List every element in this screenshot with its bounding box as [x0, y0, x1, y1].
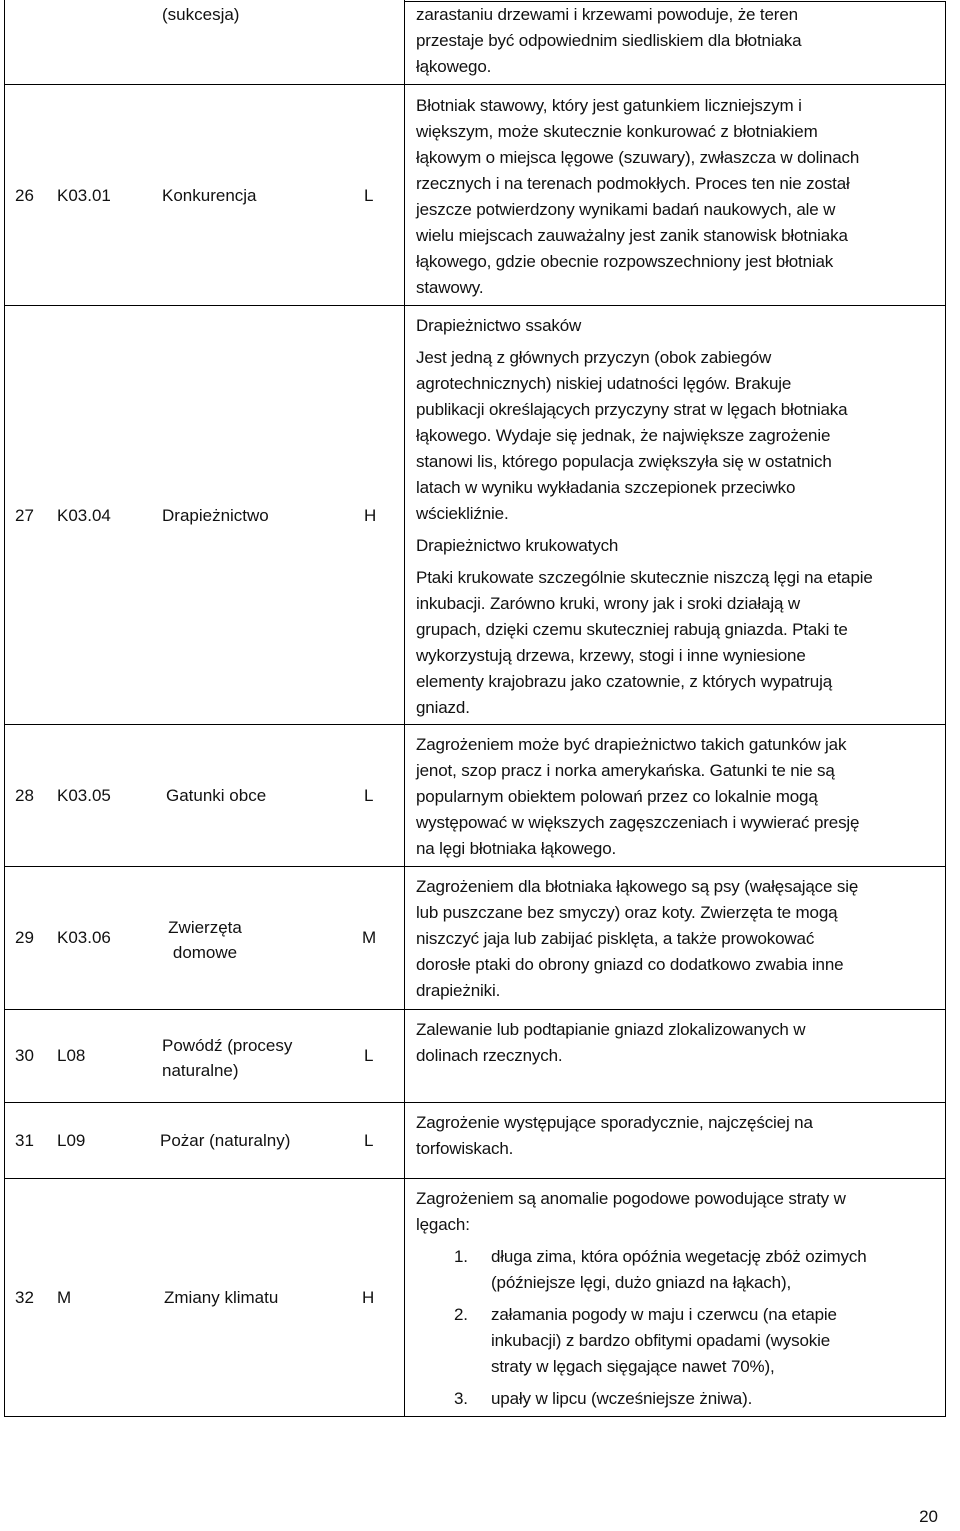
description-subheading: Drapieżnictwo ssaków — [416, 316, 582, 335]
row-number: 31 — [15, 1131, 34, 1150]
description-paragraph: Zagrożeniem może być drapieżnictwo takich gatunków jak jenot, szop pracz i norka amerykańska. Gatunki te nie są popularnym obiektem polowań przez co lokalnie mogą występować w większych zagęszczeniach i wywierać presję na lęgi błotniaka łąkowego. — [416, 735, 860, 858]
list-item-number: 2. — [454, 1305, 468, 1324]
list-item — [416, 1302, 948, 1380]
list-item-text: upały w lipcu (wcześniejsze żniwa). — [491, 1389, 753, 1408]
description-paragraph: Zalewanie lub podtapianie gniazd zlokalizowanych w dolinach rzecznych. — [416, 1020, 806, 1065]
threat-description — [416, 2, 948, 80]
list-item-text: długa zima, która opóźnia wegetację zbóż ozimych (późniejsze lęgi, dużo gniazd na łąkach), — [491, 1247, 867, 1292]
table-border — [4, 0, 5, 1417]
description-paragraph: Ptaki krukowate szczególnie skutecznie niszczą lęgi na etapie inkubacji. Zarówno kruki, wrony jak i sroki działają w grupach, dzięki czemu skuteczniej rabują gniazda. Ptaki te wykorzystują drzewa, krzewy, stogi i inne wyniesione elementy krajobrazu jako czatownie, z których wypatrują gniazd. — [416, 568, 873, 717]
impact-level: M — [362, 928, 377, 947]
list-item — [416, 1244, 948, 1296]
page-number: 20 — [919, 1507, 938, 1526]
row-number: 26 — [15, 186, 34, 205]
list-item-text: załamania pogody w maju i czerwcu (na etapie inkubacji) z bardzo obfitymi opadami (wysokie straty w lęgach sięgające nawet 70%), — [491, 1305, 837, 1376]
impact-level: H — [364, 506, 377, 525]
row-separator — [4, 84, 945, 85]
threat-code: L08 — [57, 1046, 86, 1065]
row-number: 28 — [15, 786, 34, 805]
row-number: 30 — [15, 1046, 34, 1065]
row-separator — [4, 1102, 945, 1103]
row-separator — [4, 866, 945, 867]
impact-level: L — [364, 186, 374, 205]
threat-name: Drapieżnictwo — [162, 506, 269, 525]
row-number: 29 — [15, 928, 34, 947]
threat-description — [416, 732, 948, 862]
threat-name: Gatunki obce — [166, 786, 267, 805]
row-separator — [4, 1178, 945, 1179]
threat-code: L09 — [57, 1131, 86, 1150]
threat-name: (sukcesja) — [162, 5, 240, 24]
threat-code: K03.04 — [57, 506, 111, 525]
threat-name: Powódź (procesy naturalne) — [162, 1036, 293, 1080]
threat-description — [416, 313, 948, 721]
threat-description — [416, 1186, 948, 1418]
description-subheading: Drapieżnictwo krukowatych — [416, 536, 619, 555]
description-paragraph: Zagrożenie występujące sporadycznie, najczęściej na torfowiskach. — [416, 1113, 813, 1158]
threat-description — [416, 1110, 948, 1162]
description-paragraph: Zagrożeniem są anomalie pogodowe powodujące straty w lęgach: — [416, 1189, 846, 1234]
threat-description — [416, 874, 948, 1004]
description-paragraph: Błotniak stawowy, który jest gatunkiem liczniejszym i większym, może skutecznie konkurować z błotniakiem łąkowym o miejsca lęgowe (szuwary), zwłaszcza w dolinach rzecznych i na terenach podmokłych. Proces ten nie został jeszcze potwierdzony wynikami badań naukowych, ale w wielu miejscach zauważalny jest zanik stanowisk błotniaka łąkowego, gdzie obecnie rozpowszechniony jest błotniak stawowy. — [416, 96, 860, 297]
row-separator — [4, 724, 945, 725]
threat-code: M — [57, 1288, 72, 1307]
list-item — [416, 1386, 948, 1412]
threat-description — [416, 93, 948, 301]
threat-name: Konkurencja — [162, 186, 257, 205]
threat-name: Pożar (naturalny) — [160, 1131, 291, 1150]
numbered-list — [416, 1244, 948, 1412]
description-paragraph: Zagrożeniem dla błotniaka łąkowego są psy (wałęsające się lub puszczane bez smyczy) oraz koty. Zwierzęta te mogą niszczyć jaja lub zabijać pisklęta, a także prowokować dorosłe ptaki do obrony gniazd co dodatkowo zwabia inne drapieżniki. — [416, 877, 859, 1000]
threat-name: Zwierzęta domowe — [168, 918, 242, 962]
row-separator — [4, 305, 945, 306]
list-item-number: 3. — [454, 1389, 468, 1408]
threat-description — [416, 1017, 948, 1069]
description-paragraph: zarastaniu drzewami i krzewami powoduje, że teren przestaje być odpowiednim siedliskiem dla błotniaka łąkowego. — [416, 5, 802, 76]
list-item-number: 1. — [454, 1247, 468, 1266]
row-number: 27 — [15, 506, 34, 525]
threat-code: K03.06 — [57, 928, 111, 947]
impact-level: H — [362, 1288, 375, 1307]
row-number: 32 — [15, 1288, 34, 1307]
threat-name: Zmiany klimatu — [164, 1288, 279, 1307]
impact-level: L — [364, 786, 374, 805]
description-paragraph: Jest jedną z głównych przyczyn (obok zabiegów agrotechnicznych) niskiej udatności lęgów. Brakuje publikacji określających przyczyny strat w lęgach błotniaka łąkowego. Wydaje się jednak, że największe zagrożenie stanowi lis, którego populacja zwiększyła się w ostatnich latach w wyniku wykładania szczepionek przeciwko wściekliźnie. — [416, 348, 848, 523]
impact-level: L — [364, 1046, 374, 1065]
threat-code: K03.01 — [57, 186, 111, 205]
threat-code: K03.05 — [57, 786, 111, 805]
row-separator — [4, 1009, 945, 1010]
impact-level: L — [364, 1131, 374, 1150]
column-separator — [404, 0, 405, 1417]
